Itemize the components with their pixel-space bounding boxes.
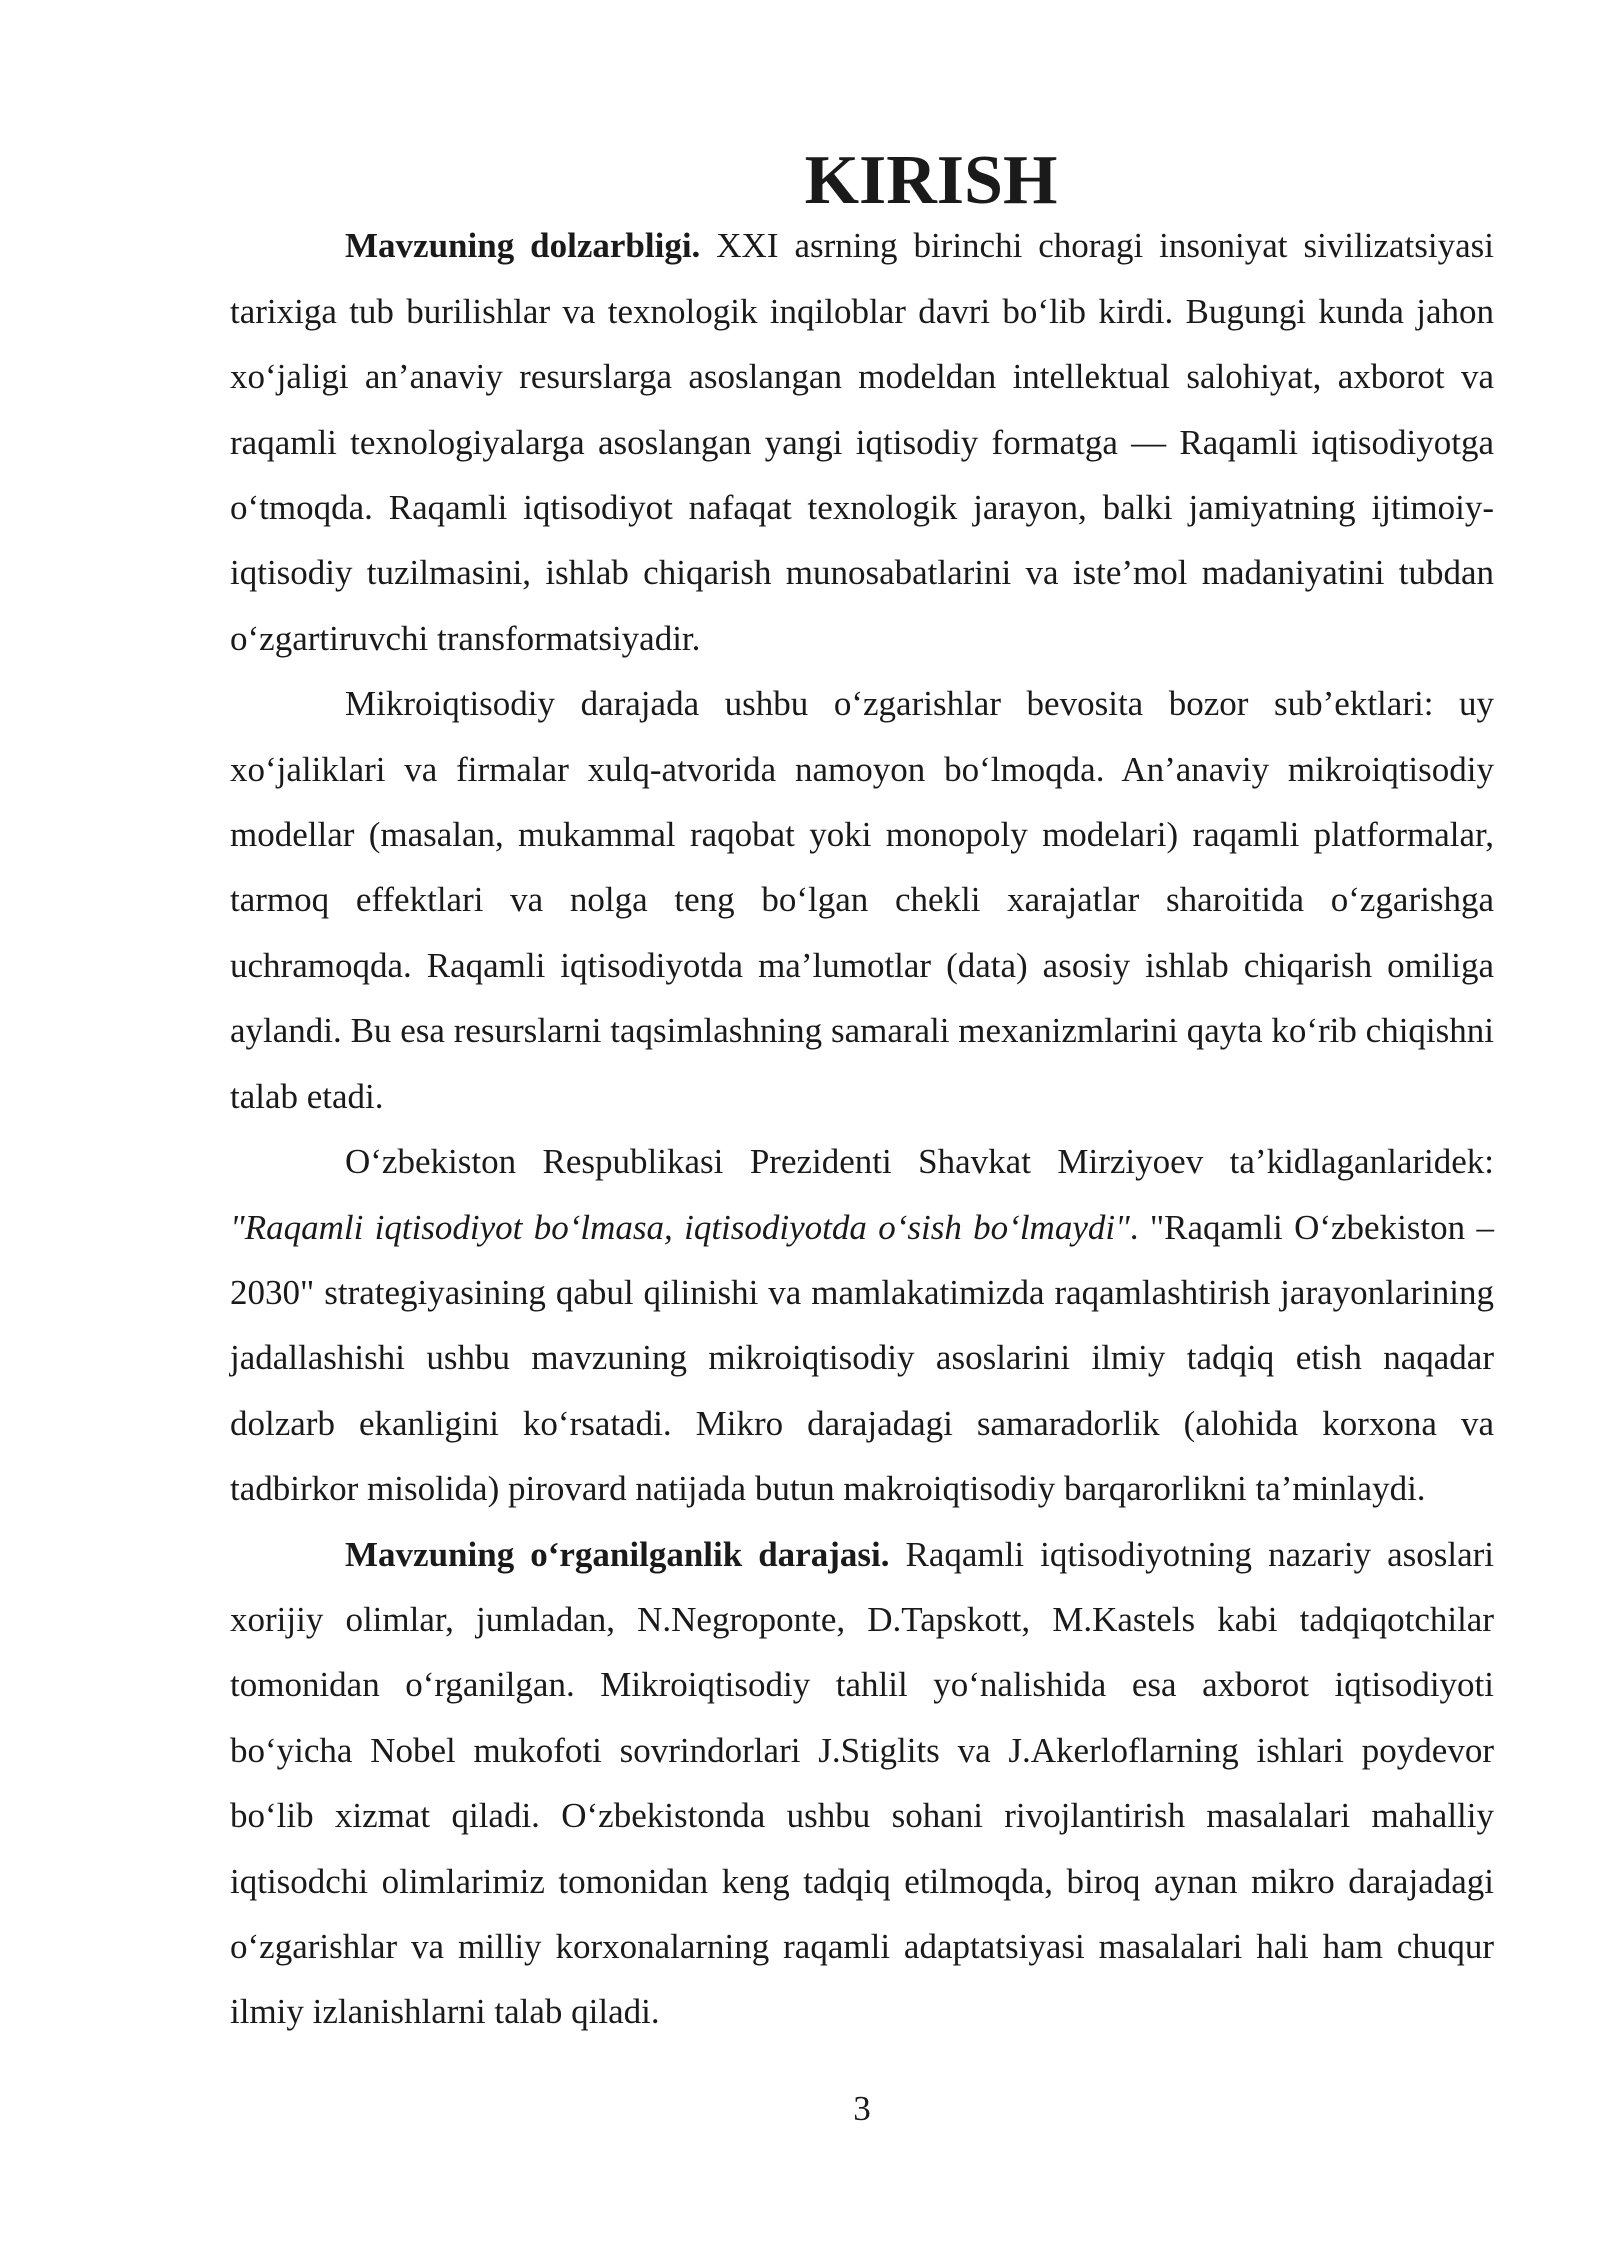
- paragraph-relevance: [230, 213, 1494, 671]
- paragraph-text: XXI asrning birinchi choragi insoniyat sivilizatsiyasi tarixiga tub burilishlar va texnologik inqiloblar davri bo‘lib kirdi. Bugungi kunda jahon xo‘jaligi an’anaviy resurslarga asoslangan modeldan intellektual salohiyat, axborot va raqamli texnologiyalarga asoslangan yangi iqtisodiy formatga — Raqamli iqtisodiyotga o‘tmoqda. Raqamli iqtisodiyot nafaqat texnologik jarayon, balki jamiyatning ijtimoiy-iqtisodiy tuzilmasini, ishlab chiqarish munosabatlarini va iste’mol madaniyatini tubdan o‘zgartiruvchi transformatsiyadir.: [230, 226, 1494, 658]
- paragraph-intro: O‘zbekiston Respublikasi Prezidenti Shavkat Mirziyoev ta’kidlaganlaridek:: [345, 1142, 1494, 1182]
- paragraph-text: . "Raqamli O‘zbekiston – 2030" strategiyasining qabul qilinishi va mamlakatimizda raqamlashtirish jarayonlarining jadallashishi ushbu mavzuning mikroiqtisodiy asoslarini ilmiy tadqiq etish naqadar dolzarb ekanligini ko‘rsatadi. Mikro darajadagi samaradorlik (alohida korxona va tadbirkor misolida) pirovard natijada butun makroiqtisodiy barqarorlikni ta’minlaydi.: [230, 1207, 1494, 1509]
- paragraph-lead-study-degree: Mavzuning o‘rganilganlik darajasi.: [345, 1534, 890, 1574]
- section-heading: KIRISH: [804, 142, 1058, 219]
- page-number: 3: [853, 2089, 871, 2128]
- page-body: [230, 142, 1495, 2045]
- paragraph-lead-relevance: Mavzuning dolzarbligi.: [345, 226, 701, 266]
- paragraph-study-degree: [230, 1522, 1494, 2045]
- paragraph-text: Mikroiqtisodiy darajada ushbu o‘zgarishlar bevosita bozor sub’ektlari: uy xo‘jaliklari va firmalar xulq-atvorida namoyon bo‘lmoqda. An’anaviy mikroiqtisodiy modellar (masalan, mukammal raqobat yoki monopoly modelari) raqamli platformalar, tarmoq effektlari va nolga teng bo‘lgan chekli xarajatlar sharoitida o‘zgarishga uchramoqda. Raqamli iqtisodiyotda ma’lumotlar (data) asosiy ishlab chiqarish omiliga aylandi. Bu esa resurslarni taqsimlashning samarali mexanizmlarini qayta ko‘rib chiqishni talab etadi.: [230, 684, 1494, 1116]
- paragraph-president-quote: [230, 1129, 1494, 1521]
- paragraph-text: Raqamli iqtisodiyotning nazariy asoslari xorijiy olimlar, jumladan, N.Negroponte, D.Tapskott, M.Kastels kabi tadqiqotchilar tomonidan o‘rganilgan. Mikroiqtisodiy tahlil yo‘nalishida esa axborot iqtisodiyoti bo‘yicha Nobel mukofoti sovrindorlari J.Stiglits va J.Akerloflarning ishlari poydevor bo‘lib xizmat qiladi. O‘zbekistonda ushbu sohani rivojlantirish masalalari mahalliy iqtisodchi olimlarimiz tomonidan keng tadqiq etilmoqda, biroq aynan mikro darajadagi o‘zgarishlar va milliy korxonalarning raqamli adaptatsiyasi masalalari hali ham chuqur ilmiy izlanishlarni talab qiladi.: [230, 1534, 1495, 2032]
- paragraph-microeconomics: [230, 671, 1494, 1129]
- president-quote: "Raqamli iqtisodiyot bo‘lmasa, iqtisodiyotda o‘sish bo‘lmaydi": [230, 1207, 1130, 1247]
